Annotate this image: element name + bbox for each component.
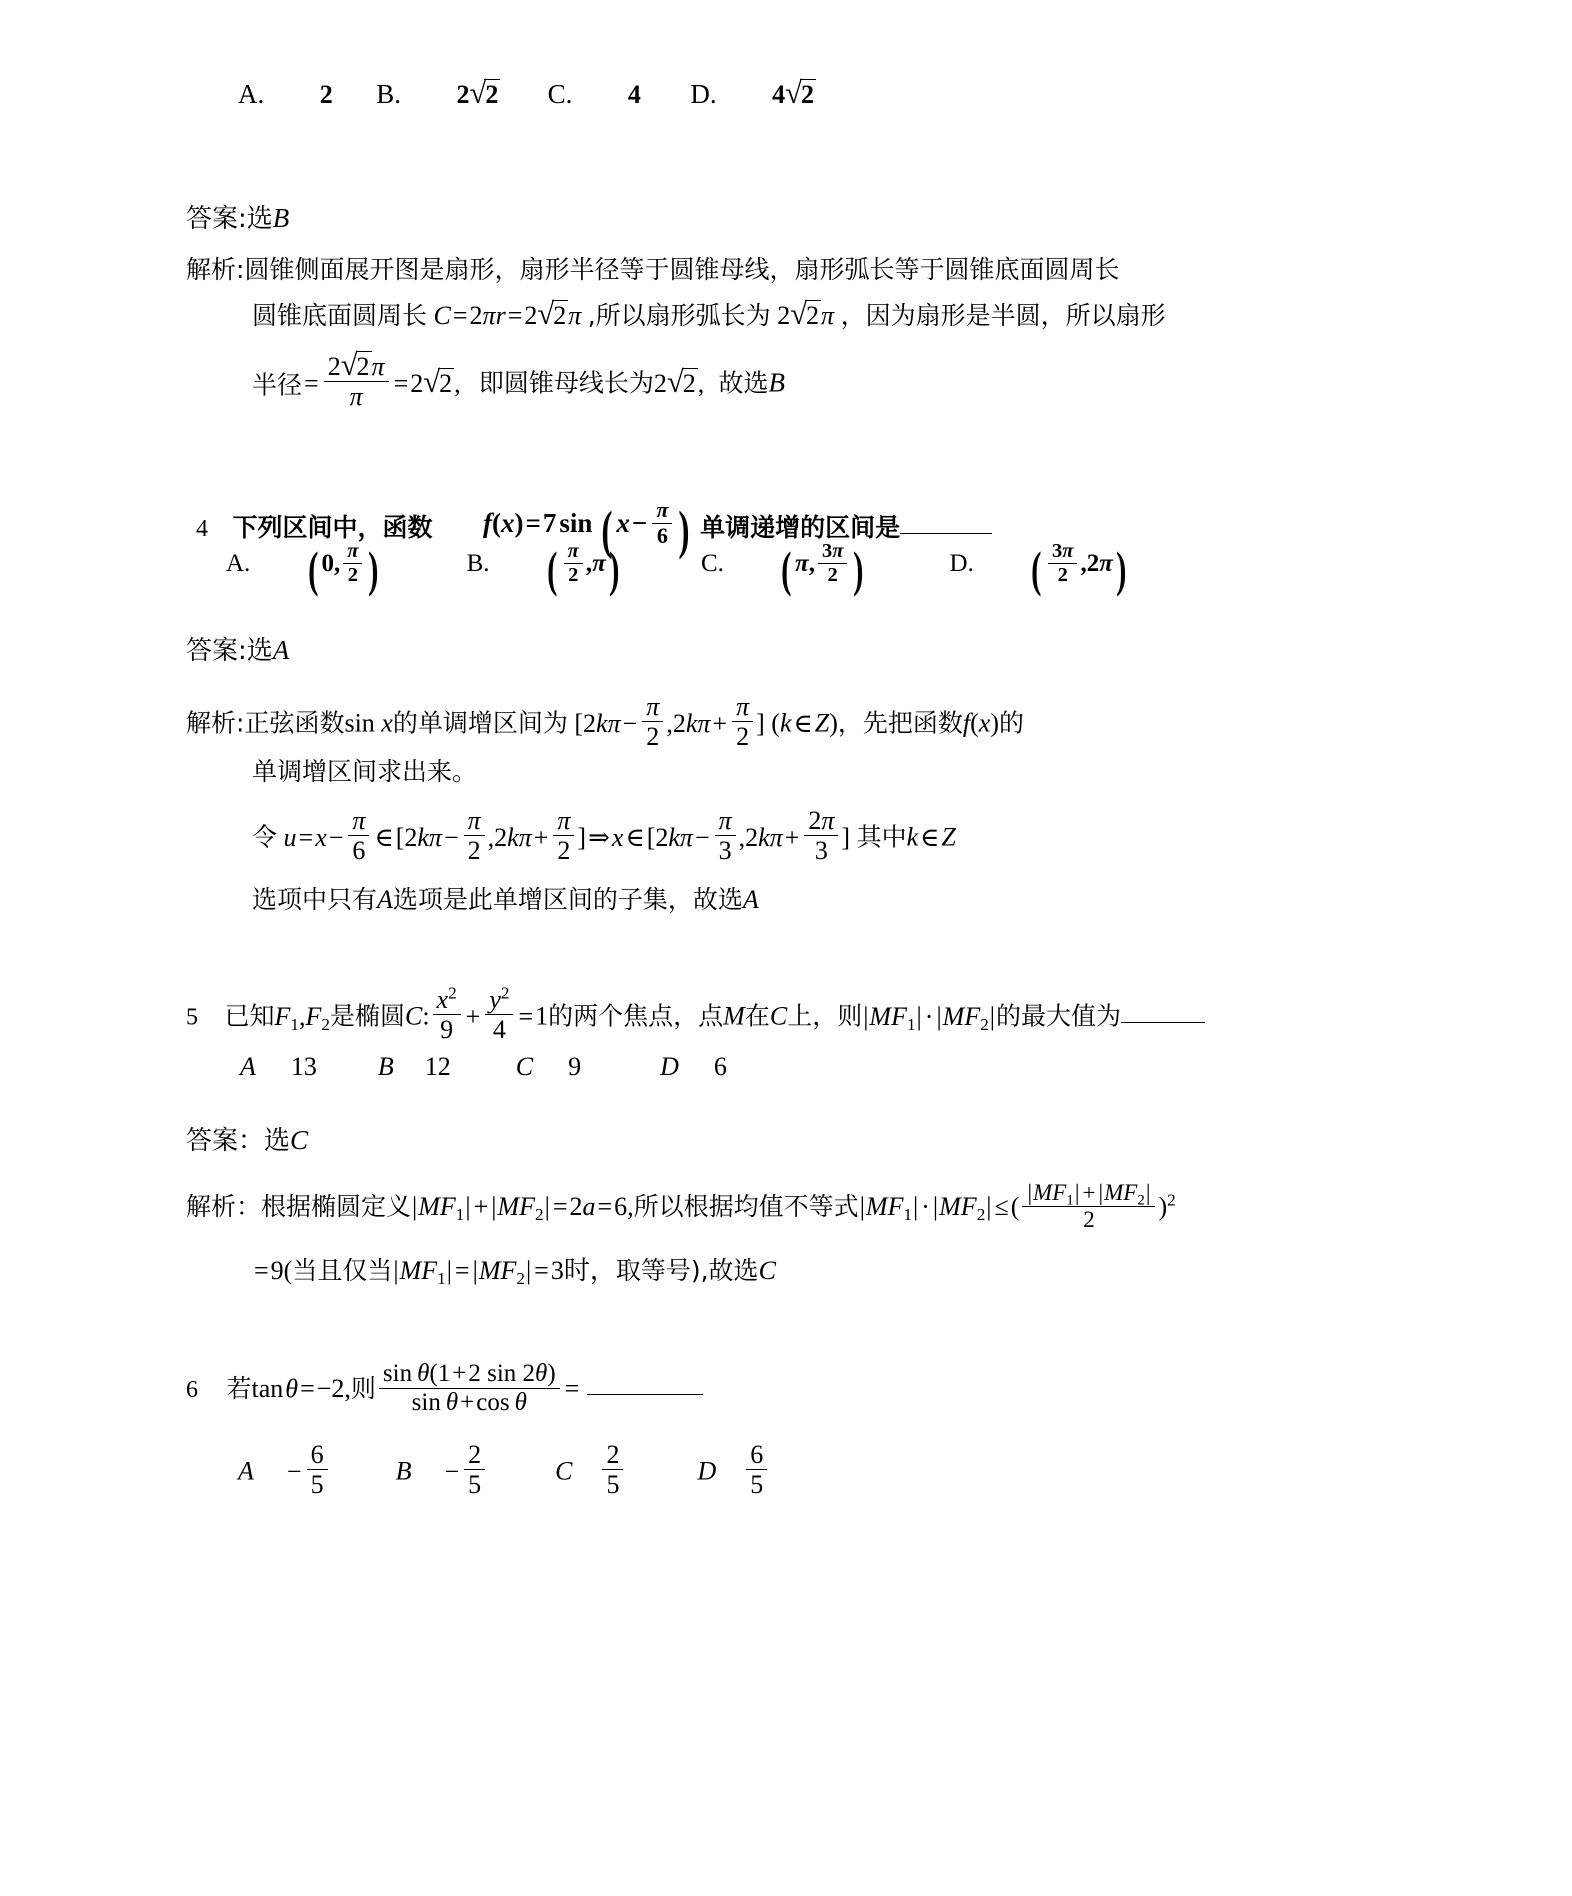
q5-analysis-prefix: 解析： — [186, 1191, 262, 1221]
q3-analysis-3-lead: 半径 — [252, 370, 303, 400]
q4-analysis-1-sinx: sin x — [344, 708, 393, 738]
q5-analysis-2-t3: 故选 — [708, 1256, 759, 1285]
q3-option-b-value: 2√2 — [456, 76, 499, 110]
q5-analysis-2-t1: 当且仅当 — [292, 1256, 393, 1285]
q4-analysis-4-t1: 选项中只有 — [252, 885, 378, 914]
q4-analysis-3-formula: u=x− $\frac{\pi}{6}$ ∈[2kπ− $\frac{\pi}{2}$ ,2kπ+ $\frac{\pi}{2}$ ]⇒x∈[2kπ− $\frac{\pi}{3}$ ,2kπ+ $\frac{2\pi}{3}$ ] — [283, 806, 851, 866]
q5-an1-mf2b: $|MF_2|$ — [932, 1191, 992, 1224]
q3-option-c-label: C. — [547, 79, 573, 109]
q3-analysis-prefix: 解析: — [186, 255, 245, 284]
q6-stem-t1: 若 — [226, 1374, 252, 1403]
q4-analysis-line-2 — [252, 752, 477, 788]
q3-answer-choose: 选 — [246, 204, 273, 234]
q4-analysis-1-interval: [2kπ− $\frac{\pi}{2}$ ,2kπ+ $\frac{\pi}{2}$ ] — [574, 692, 765, 752]
q3-analysis-line-1 — [186, 250, 1119, 286]
q4-analysis-prefix: 解析: — [186, 708, 245, 738]
q3-answer-line — [186, 198, 289, 235]
q4-analysis-3-lead: 令 — [252, 822, 278, 852]
q5-stem-t2: 是椭圆 — [329, 1001, 405, 1031]
q3-analysis-2-formula: C=2πr=2√2π — [433, 297, 582, 331]
q5-answer-line — [186, 1120, 308, 1157]
q4-option-a-label: A. — [226, 550, 251, 578]
q5-ellipse-term-2: $\frac{y^2}{4}$ — [485, 985, 513, 1044]
q5-answer-choose: 选 — [264, 1126, 291, 1156]
q5-option-d-value: 6 — [713, 1052, 727, 1081]
q4-analysis-4-t2: 选项是此单增区间的子集，故选 — [392, 885, 743, 914]
q5-an1-eq: =2a=6, — [552, 1191, 634, 1221]
q4-stem-prefix: 下列区间中，函数 — [232, 513, 433, 543]
q4-analysis-4-choice: A — [377, 885, 393, 914]
q5-option-d-label: D — [660, 1052, 679, 1081]
q4-analysis-1-kin: (k∈Z) — [771, 708, 838, 738]
q5-option-c-label: C — [515, 1052, 534, 1081]
q5-stem-t1: 已知 — [224, 1001, 275, 1031]
q5-an2-mf1: $|MF_1|$ — [393, 1256, 452, 1288]
q5-stem-t6: 的最大值为 — [996, 1001, 1122, 1031]
q3-analysis-text: 圆锥侧面展开图是扇形，扇形半径等于圆锥母线，扇形弧长等于圆锥底面圆周长 — [244, 255, 1120, 284]
q4-stem-formula: f(x)=7 sin ( x− $\frac{\pi}{6}$ ) — [483, 497, 690, 561]
q3-analysis-2-lead: 圆锥底面圆周长 — [252, 301, 428, 330]
q6-answer-blank — [587, 1394, 703, 1395]
q6-number: 6 — [186, 1377, 198, 1403]
q3-option-a-label: A. — [238, 79, 265, 109]
q4-option-c-value: ( π, $\frac{3\pi}{2}$ ) — [781, 540, 864, 598]
q5-an1-mf1b: $|MF_1|$ — [859, 1191, 919, 1224]
q4-answer-prefix: 答案: — [186, 636, 247, 666]
q6-option-d-label: D — [697, 1456, 717, 1486]
q5-answer-prefix: 答案： — [186, 1126, 265, 1156]
q4-analysis-line-1 — [186, 692, 1024, 751]
q5-analysis-line-1: 解析：根据椭圆定义$|MF_1| + |MF_2| =2a=6$,所以根据均值不等式$|MF_1| \cdot |MF_2|$ ≤( $\frac{|MF_1| + |MF_2|}{2}$ )$^2$ — [186, 1180, 1176, 1232]
q5-foci: $F_1,F_2$ — [274, 1001, 330, 1034]
q5-an1-mf1: $|MF_1|$ — [412, 1191, 471, 1224]
q3-option-a-value: 2 — [319, 80, 333, 109]
q4-answer-line — [186, 630, 289, 667]
q5-stem-t5: 上，则 — [787, 1001, 863, 1031]
q4-func-inner-fraction: $\frac{\pi}{6}$ — [652, 498, 672, 549]
q4-func-name: f — [483, 508, 493, 539]
q6-option-c-label: C — [555, 1456, 573, 1486]
q5-analysis-2-t2: 取等号), — [615, 1256, 709, 1285]
q5-analysis-line-2: =9(当且仅当$|MF_1| = |MF_2| =3$时，取等号),故选C — [254, 1256, 776, 1288]
q3-analysis-3-tail: 即圆锥母线长为 — [478, 368, 654, 398]
q3-answer-choice: B — [272, 203, 290, 233]
q4-analysis-2-text: 单调增区间求出来。 — [252, 757, 478, 786]
q5-stem: 5 已知$F_1,F_2$是椭圆C: $\frac{x^2}{9}$ + $\frac{y^2}{4}$ =1的两个焦点，点M在C上，则$|MF_1| \cdot |MF_2|$的最大值为 — [186, 985, 1205, 1044]
q5-option-b-value: 12 — [424, 1052, 451, 1081]
q3-analysis-2-mid: ,所以扇形弧长为 — [587, 301, 771, 330]
q6-option-a-value: − $\frac{6}{5}$ — [285, 1457, 331, 1486]
q5-analysis-1-t1: 根据椭圆定义 — [261, 1191, 412, 1221]
q4-answer-choose: 选 — [246, 636, 273, 666]
q6-expression-fraction — [379, 1360, 560, 1417]
q5-answer-blank — [1121, 1022, 1205, 1023]
q6-option-d-value: $\frac{6}{5}$ — [743, 1457, 770, 1486]
q4-options-row — [226, 540, 1130, 598]
q6-stem-t2: 则 — [350, 1374, 376, 1403]
q5-option-b-label: B — [377, 1052, 394, 1081]
q6-tan-theta: tanθ=−2, — [251, 1374, 351, 1403]
q5-ellipse-term-1: $\frac{x^2}{9}$ — [433, 985, 461, 1044]
q5-answer-choice: C — [290, 1125, 309, 1155]
q4-func-sin: sin — [559, 508, 593, 539]
q3-radius-fraction: $\frac{2√2\pi}{\pi}$ — [324, 350, 389, 411]
q5-an2-three: =3时， — [534, 1256, 616, 1286]
q3-analysis-line-2 — [252, 296, 1166, 332]
q4-answer-choice: A — [272, 635, 290, 665]
q3-analysis-2-tail: ，因为扇形是半圆，所以扇形 — [840, 301, 1166, 330]
q4-analysis-line-4 — [252, 880, 759, 916]
q4-stem-suffix: 单调递增的区间是 — [700, 513, 901, 543]
q4-analysis-line-3 — [252, 806, 956, 865]
q4-analysis-4-choice2: A — [742, 885, 759, 914]
q4-analysis-1-t4: 的 — [999, 708, 1025, 738]
q6-option-b-label: B — [395, 1456, 412, 1486]
q4-option-c-label: C. — [700, 550, 724, 578]
q5-option-a-label: A — [240, 1052, 256, 1081]
q6-options-row — [238, 1440, 770, 1499]
q4-analysis-1-t3: ，先把函数 — [837, 708, 963, 738]
q4-number: 4 — [196, 516, 208, 543]
q5-an1-mf2: $|MF_2|$ — [491, 1191, 550, 1224]
q5-mean-fraction: $\frac{|MF_1| + |MF_2|}{2}$ — [1022, 1180, 1155, 1233]
q6-option-c-value: $\frac{2}{5}$ — [599, 1457, 626, 1486]
q3-analysis-3-choice: B — [768, 367, 785, 398]
q5-stem-t3: 的两个焦点，点 — [548, 1001, 724, 1031]
q5-an2-mf2: $|MF_2|$ — [472, 1256, 532, 1288]
q3-answer-prefix: 答案: — [186, 204, 247, 234]
q3-option-b-label: B. — [376, 79, 402, 109]
q4-analysis-1-t2: 的单调增区间为 — [392, 708, 568, 738]
q3-analysis-line-3: 半径= $\frac{2√2\pi}{\pi}$ =2√2, 即圆锥母线长为2√2, 故选B — [252, 348, 785, 412]
q5-point-m: M — [723, 1001, 745, 1031]
q4-option-b-value: ( $\frac{\pi}{2}$ ,π) — [547, 540, 620, 598]
q6-fraction-numerator: sin θ(1+2 sin 2θ) — [382, 1360, 556, 1387]
q5-curve-c2: C — [769, 1001, 788, 1031]
q3-option-d-value: 4√2 — [772, 76, 814, 110]
q3-analysis-2-value: 2√2π — [777, 297, 835, 331]
q4-option-d-label: D. — [949, 550, 974, 578]
q5-option-a-value: 13 — [290, 1052, 317, 1081]
q4-option-b-label: B. — [466, 550, 490, 578]
q4-option-d-value: ( $\frac{3\pi}{2}$ ,2π) — [1031, 540, 1127, 598]
q5-mf1-abs: $|MF_1|$ — [863, 1001, 922, 1034]
q3-analysis-3-result: 2√2, — [410, 364, 461, 399]
q6-option-b-value: − $\frac{2}{5}$ — [442, 1457, 488, 1486]
q4-func-coef: 7 — [542, 508, 557, 539]
q6-stem: 6 若tanθ=−2,则 $\frac{\text{sin θ(1+2 sin 2θ)}}{\text{sin θ+cos θ}}$ = — [186, 1360, 703, 1417]
q5-curve-c: C — [404, 1001, 423, 1031]
q4-analysis-3-kinz: k∈Z — [906, 822, 956, 852]
q6-option-a-label: A — [238, 1456, 254, 1486]
q5-mf2-abs: $|MF_2|$ — [936, 1001, 995, 1034]
q5-analysis-1-t2: 所以根据均值不等式 — [633, 1191, 859, 1221]
q6-fraction-denominator: sin θ+cos θ — [379, 1388, 560, 1417]
q5-option-c-value: 9 — [568, 1052, 582, 1081]
q3-analysis-3-conclusion: 故选 — [718, 368, 769, 398]
q3-option-c-value: 4 — [627, 80, 641, 109]
q5-an2-eq9: =9( — [254, 1256, 293, 1285]
q5-analysis-2-choice: C — [758, 1256, 776, 1285]
q5-number: 5 — [186, 1004, 198, 1031]
q4-analysis-1-t1: 正弦函数 — [244, 708, 345, 738]
q5-options-row — [240, 1052, 727, 1082]
q4-answer-blank — [900, 533, 992, 534]
q4-analysis-1-fx: f(x) — [962, 708, 1000, 738]
q4-analysis-3-suffix: 其中 — [856, 822, 907, 852]
q5-stem-t4: 在 — [744, 1001, 770, 1031]
q3-option-d-label: D. — [690, 79, 717, 109]
q3-analysis-3-tail-value: 2√2, — [653, 364, 705, 399]
q4-option-a-value: ( 0, $\frac{\pi}{2}$ ) — [307, 540, 379, 598]
q3-options-row — [238, 78, 816, 110]
